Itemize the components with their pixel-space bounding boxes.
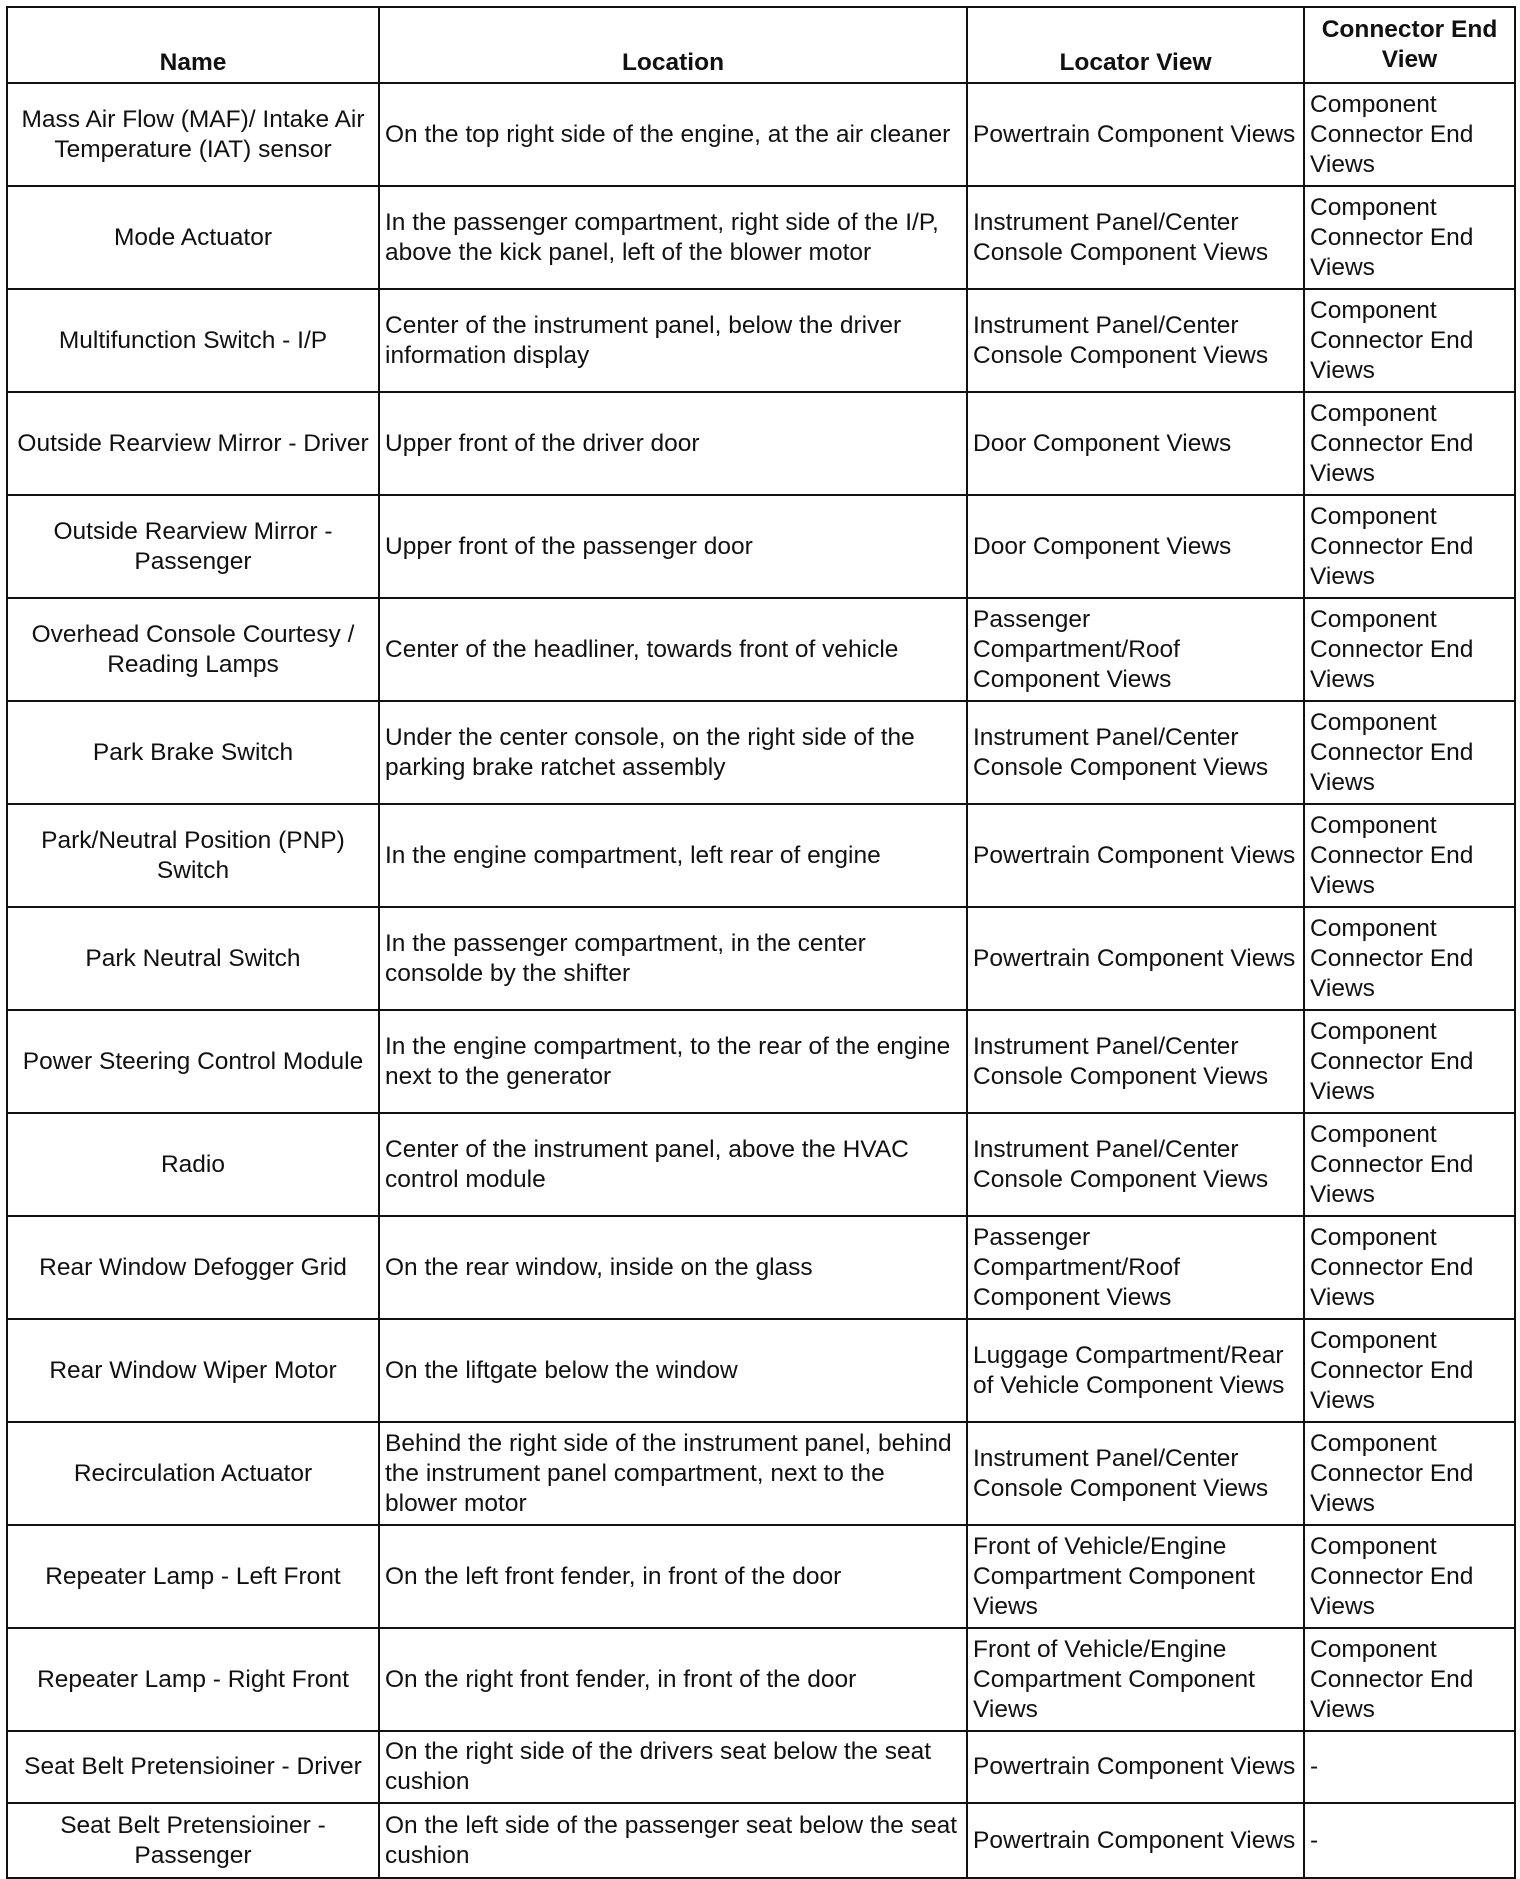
cell-location: On the top right side of the engine, at the air cleaner xyxy=(379,83,967,186)
cell-location: On the liftgate below the window xyxy=(379,1319,967,1422)
cell-connector-end-view: Component Connector End Views xyxy=(1304,186,1515,289)
cell-name: Mass Air Flow (MAF)/ Intake Air Temperature (IAT) sensor xyxy=(7,83,379,186)
table-row xyxy=(7,1803,1515,1878)
table-row xyxy=(7,1216,1515,1319)
header-connector-end-view: Connector End View xyxy=(1304,7,1515,83)
header-name: Name xyxy=(7,7,379,83)
cell-location: On the left side of the passenger seat below the seat cushion xyxy=(379,1803,967,1878)
cell-name: Recirculation Actuator xyxy=(7,1422,379,1525)
cell-connector-end-view: Component Connector End Views xyxy=(1304,701,1515,804)
cell-locator-view: Passenger Compartment/Roof Component Views xyxy=(967,1216,1304,1319)
cell-name: Park Brake Switch xyxy=(7,701,379,804)
table-row xyxy=(7,1010,1515,1113)
cell-location: In the engine compartment, to the rear of the engine next to the generator xyxy=(379,1010,967,1113)
table-row xyxy=(7,83,1515,186)
cell-name: Mode Actuator xyxy=(7,186,379,289)
table-row xyxy=(7,1731,1515,1803)
cell-location: Upper front of the driver door xyxy=(379,392,967,495)
cell-name: Power Steering Control Module xyxy=(7,1010,379,1113)
table-row xyxy=(7,1628,1515,1731)
cell-name: Outside Rearview Mirror - Passenger xyxy=(7,495,379,598)
cell-connector-end-view: Component Connector End Views xyxy=(1304,598,1515,701)
cell-location: Center of the instrument panel, above the HVAC control module xyxy=(379,1113,967,1216)
cell-connector-end-view: Component Connector End Views xyxy=(1304,83,1515,186)
cell-name: Overhead Console Courtesy / Reading Lamps xyxy=(7,598,379,701)
header-row xyxy=(7,7,1515,83)
cell-locator-view: Instrument Panel/Center Console Component Views xyxy=(967,701,1304,804)
cell-connector-end-view: Component Connector End Views xyxy=(1304,1525,1515,1628)
cell-connector-end-view: - xyxy=(1304,1803,1515,1878)
cell-location: Upper front of the passenger door xyxy=(379,495,967,598)
cell-connector-end-view: Component Connector End Views xyxy=(1304,392,1515,495)
cell-connector-end-view: Component Connector End Views xyxy=(1304,907,1515,1010)
header-locator-view: Locator View xyxy=(967,7,1304,83)
table-row xyxy=(7,804,1515,907)
cell-location: In the passenger compartment, in the center consolde by the shifter xyxy=(379,907,967,1010)
cell-name: Multifunction Switch - I/P xyxy=(7,289,379,392)
cell-locator-view: Door Component Views xyxy=(967,495,1304,598)
table-row xyxy=(7,1319,1515,1422)
cell-location: Under the center console, on the right side of the parking brake ratchet assembly xyxy=(379,701,967,804)
cell-connector-end-view: Component Connector End Views xyxy=(1304,1216,1515,1319)
table-row xyxy=(7,907,1515,1010)
cell-name: Park Neutral Switch xyxy=(7,907,379,1010)
cell-name: Park/Neutral Position (PNP) Switch xyxy=(7,804,379,907)
header-location: Location xyxy=(379,7,967,83)
cell-connector-end-view: Component Connector End Views xyxy=(1304,289,1515,392)
cell-name: Seat Belt Pretensioiner - Passenger xyxy=(7,1803,379,1878)
cell-name: Rear Window Defogger Grid xyxy=(7,1216,379,1319)
cell-locator-view: Instrument Panel/Center Console Component Views xyxy=(967,289,1304,392)
cell-locator-view: Powertrain Component Views xyxy=(967,83,1304,186)
cell-name: Repeater Lamp - Left Front xyxy=(7,1525,379,1628)
cell-name: Radio xyxy=(7,1113,379,1216)
cell-location: Center of the instrument panel, below the driver information display xyxy=(379,289,967,392)
cell-locator-view: Passenger Compartment/Roof Component Views xyxy=(967,598,1304,701)
cell-connector-end-view: Component Connector End Views xyxy=(1304,495,1515,598)
cell-locator-view: Luggage Compartment/Rear of Vehicle Component Views xyxy=(967,1319,1304,1422)
cell-location: Behind the right side of the instrument panel, behind the instrument panel compartment, next to the blower motor xyxy=(379,1422,967,1525)
cell-connector-end-view: Component Connector End Views xyxy=(1304,1319,1515,1422)
cell-locator-view: Powertrain Component Views xyxy=(967,1803,1304,1878)
table-row xyxy=(7,1422,1515,1525)
table-row xyxy=(7,701,1515,804)
table-row xyxy=(7,598,1515,701)
cell-name: Outside Rearview Mirror - Driver xyxy=(7,392,379,495)
table-row xyxy=(7,1525,1515,1628)
cell-location: On the rear window, inside on the glass xyxy=(379,1216,967,1319)
cell-connector-end-view: Component Connector End Views xyxy=(1304,804,1515,907)
table-row xyxy=(7,1113,1515,1216)
cell-location: On the left front fender, in front of the door xyxy=(379,1525,967,1628)
cell-name: Rear Window Wiper Motor xyxy=(7,1319,379,1422)
cell-connector-end-view: - xyxy=(1304,1731,1515,1803)
cell-locator-view: Door Component Views xyxy=(967,392,1304,495)
cell-locator-view: Instrument Panel/Center Console Component Views xyxy=(967,1010,1304,1113)
cell-location: On the right front fender, in front of the door xyxy=(379,1628,967,1731)
cell-locator-view: Instrument Panel/Center Console Component Views xyxy=(967,1422,1304,1525)
cell-location: In the engine compartment, left rear of engine xyxy=(379,804,967,907)
cell-name: Repeater Lamp - Right Front xyxy=(7,1628,379,1731)
cell-location: On the right side of the drivers seat below the seat cushion xyxy=(379,1731,967,1803)
cell-locator-view: Front of Vehicle/Engine Compartment Component Views xyxy=(967,1628,1304,1731)
cell-connector-end-view: Component Connector End Views xyxy=(1304,1628,1515,1731)
cell-locator-view: Powertrain Component Views xyxy=(967,1731,1304,1803)
cell-locator-view: Instrument Panel/Center Console Component Views xyxy=(967,1113,1304,1216)
cell-connector-end-view: Component Connector End Views xyxy=(1304,1113,1515,1216)
table-row xyxy=(7,289,1515,392)
cell-connector-end-view: Component Connector End Views xyxy=(1304,1422,1515,1525)
cell-locator-view: Powertrain Component Views xyxy=(967,804,1304,907)
table-row xyxy=(7,186,1515,289)
table-body xyxy=(7,83,1515,1878)
cell-connector-end-view: Component Connector End Views xyxy=(1304,1010,1515,1113)
table-header xyxy=(7,7,1515,83)
table-row xyxy=(7,495,1515,598)
cell-locator-view: Powertrain Component Views xyxy=(967,907,1304,1010)
cell-name: Seat Belt Pretensioiner - Driver xyxy=(7,1731,379,1803)
cell-locator-view: Front of Vehicle/Engine Compartment Component Views xyxy=(967,1525,1304,1628)
cell-location: In the passenger compartment, right side of the I/P, above the kick panel, left of the blower motor xyxy=(379,186,967,289)
cell-location: Center of the headliner, towards front of vehicle xyxy=(379,598,967,701)
table-row xyxy=(7,392,1515,495)
component-locator-table xyxy=(6,6,1516,1879)
cell-locator-view: Instrument Panel/Center Console Component Views xyxy=(967,186,1304,289)
component-locator-table-container xyxy=(6,6,1516,1879)
